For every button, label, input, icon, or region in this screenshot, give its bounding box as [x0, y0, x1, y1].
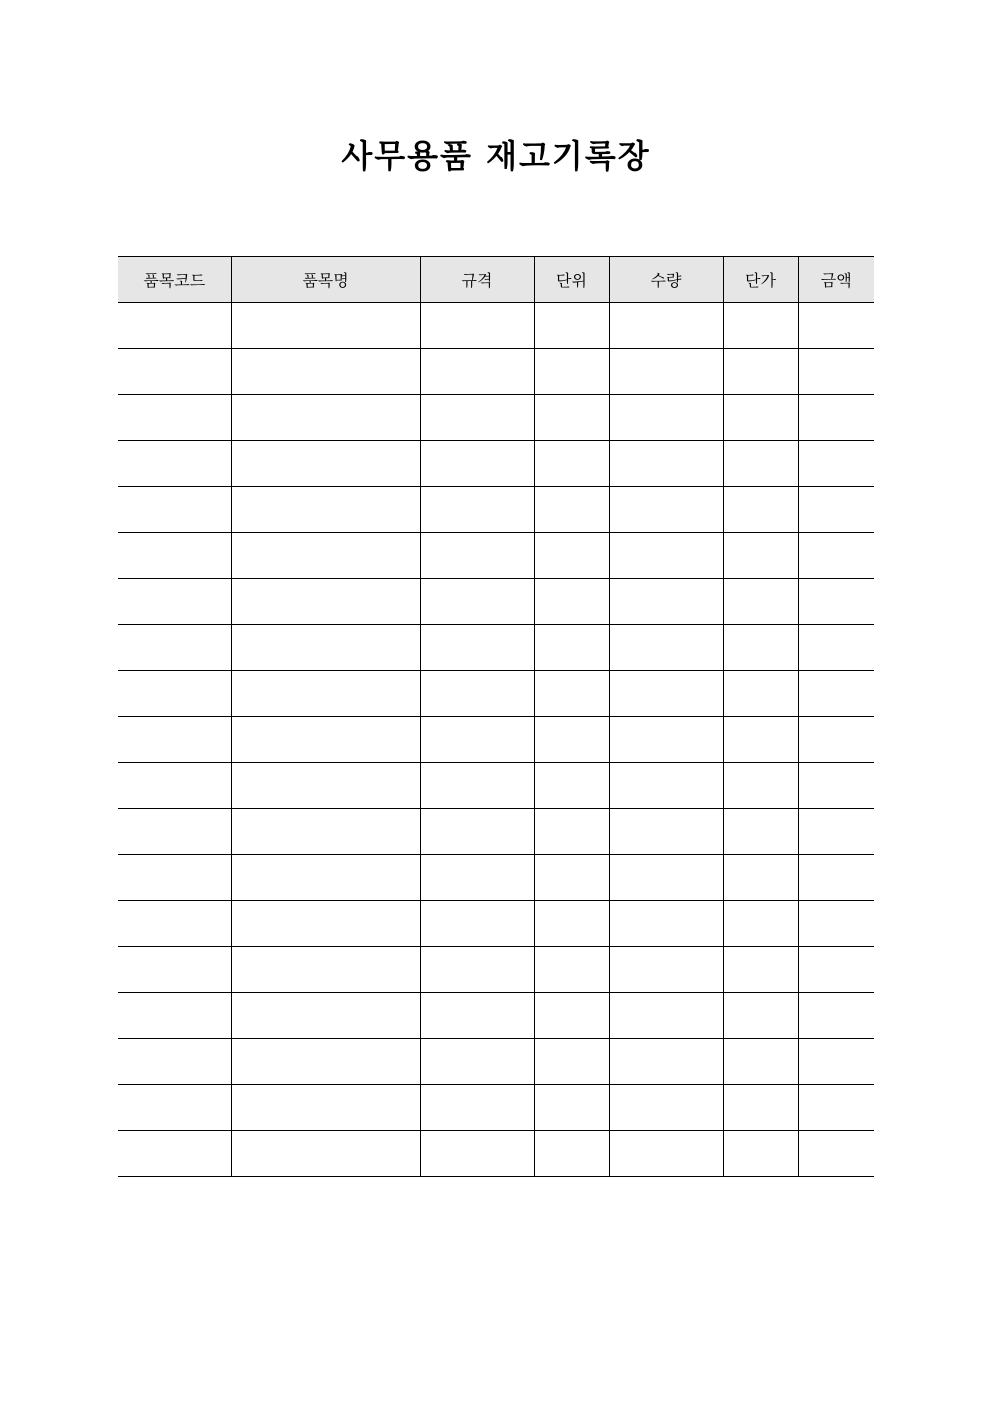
cell-unit[interactable]: [534, 1131, 609, 1177]
cell-quantity[interactable]: [609, 579, 723, 625]
cell-quantity[interactable]: [609, 993, 723, 1039]
cell-unit[interactable]: [534, 625, 609, 671]
cell-unit[interactable]: [534, 533, 609, 579]
cell-spec[interactable]: [420, 993, 534, 1039]
cell-amount[interactable]: [798, 395, 874, 441]
cell-quantity[interactable]: [609, 487, 723, 533]
cell-item-code[interactable]: [118, 855, 231, 901]
cell-spec[interactable]: [420, 625, 534, 671]
cell-item-name[interactable]: [231, 763, 420, 809]
cell-spec[interactable]: [420, 1039, 534, 1085]
cell-item-name[interactable]: [231, 901, 420, 947]
cell-spec[interactable]: [420, 855, 534, 901]
cell-spec[interactable]: [420, 1131, 534, 1177]
cell-amount[interactable]: [798, 1039, 874, 1085]
document-title: 사무용품 재고기록장: [341, 137, 651, 175]
header-item-code: 품목코드: [118, 257, 231, 303]
cell-amount[interactable]: [798, 901, 874, 947]
cell-item-code[interactable]: [118, 901, 231, 947]
cell-amount[interactable]: [798, 579, 874, 625]
cell-amount[interactable]: [798, 671, 874, 717]
cell-quantity[interactable]: [609, 1039, 723, 1085]
cell-item-code[interactable]: [118, 1039, 231, 1085]
cell-item-name[interactable]: [231, 993, 420, 1039]
cell-item-code[interactable]: [118, 671, 231, 717]
cell-unit[interactable]: [534, 717, 609, 763]
table-row: [118, 1039, 874, 1085]
cell-amount[interactable]: [798, 349, 874, 395]
cell-item-name[interactable]: [231, 717, 420, 763]
cell-quantity[interactable]: [609, 901, 723, 947]
cell-amount[interactable]: [798, 441, 874, 487]
cell-spec[interactable]: [420, 901, 534, 947]
cell-item-code[interactable]: [118, 717, 231, 763]
cell-unit-price[interactable]: [723, 717, 798, 763]
table-row: [118, 1085, 874, 1131]
header-amount: 금액: [798, 257, 874, 303]
cell-unit[interactable]: [534, 809, 609, 855]
cell-quantity[interactable]: [609, 947, 723, 993]
cell-unit-price[interactable]: [723, 901, 798, 947]
table-row: [118, 349, 874, 395]
cell-unit[interactable]: [534, 579, 609, 625]
cell-item-code[interactable]: [118, 809, 231, 855]
cell-unit-price[interactable]: [723, 579, 798, 625]
table-row: [118, 533, 874, 579]
cell-item-name[interactable]: [231, 671, 420, 717]
cell-unit-price[interactable]: [723, 1131, 798, 1177]
cell-unit[interactable]: [534, 993, 609, 1039]
cell-spec[interactable]: [420, 533, 534, 579]
cell-spec[interactable]: [420, 809, 534, 855]
cell-quantity[interactable]: [609, 303, 723, 349]
cell-unit-price[interactable]: [723, 349, 798, 395]
table-row: [118, 855, 874, 901]
cell-item-code[interactable]: [118, 395, 231, 441]
cell-item-name[interactable]: [231, 349, 420, 395]
cell-item-code[interactable]: [118, 441, 231, 487]
table-row: [118, 441, 874, 487]
cell-item-code[interactable]: [118, 303, 231, 349]
cell-quantity[interactable]: [609, 763, 723, 809]
cell-amount[interactable]: [798, 1085, 874, 1131]
header-row: [118, 257, 874, 303]
cell-spec[interactable]: [420, 395, 534, 441]
cell-spec[interactable]: [420, 441, 534, 487]
cell-unit[interactable]: [534, 349, 609, 395]
cell-item-code[interactable]: [118, 1131, 231, 1177]
cell-item-name[interactable]: [231, 487, 420, 533]
table-row: [118, 1131, 874, 1177]
cell-unit-price[interactable]: [723, 625, 798, 671]
cell-unit[interactable]: [534, 901, 609, 947]
header-unit-price: 단가: [723, 257, 798, 303]
cell-amount[interactable]: [798, 993, 874, 1039]
cell-item-name[interactable]: [231, 1039, 420, 1085]
cell-item-name[interactable]: [231, 533, 420, 579]
cell-spec[interactable]: [420, 303, 534, 349]
cell-unit[interactable]: [534, 1039, 609, 1085]
header-item-name: 품목명: [231, 257, 420, 303]
cell-amount[interactable]: [798, 533, 874, 579]
cell-quantity[interactable]: [609, 809, 723, 855]
table-row: [118, 579, 874, 625]
table-header: [118, 257, 874, 303]
cell-quantity[interactable]: [609, 625, 723, 671]
table-row: [118, 809, 874, 855]
cell-amount[interactable]: [798, 717, 874, 763]
cell-spec[interactable]: [420, 717, 534, 763]
cell-item-name[interactable]: [231, 947, 420, 993]
cell-unit-price[interactable]: [723, 855, 798, 901]
cell-item-code[interactable]: [118, 487, 231, 533]
table-row: [118, 901, 874, 947]
cell-quantity[interactable]: [609, 349, 723, 395]
cell-spec[interactable]: [420, 579, 534, 625]
cell-unit-price[interactable]: [723, 671, 798, 717]
cell-item-name[interactable]: [231, 625, 420, 671]
table-row: [118, 671, 874, 717]
cell-amount[interactable]: [798, 947, 874, 993]
cell-spec[interactable]: [420, 763, 534, 809]
cell-quantity[interactable]: [609, 395, 723, 441]
cell-item-code[interactable]: [118, 579, 231, 625]
cell-unit[interactable]: [534, 303, 609, 349]
header-unit: 단위: [534, 257, 609, 303]
cell-unit-price[interactable]: [723, 763, 798, 809]
cell-unit[interactable]: [534, 1085, 609, 1131]
cell-unit[interactable]: [534, 855, 609, 901]
cell-amount[interactable]: [798, 625, 874, 671]
cell-unit-price[interactable]: [723, 441, 798, 487]
cell-amount[interactable]: [798, 855, 874, 901]
table-row: [118, 947, 874, 993]
table-row: [118, 993, 874, 1039]
cell-unit-price[interactable]: [723, 1039, 798, 1085]
table-row: [118, 717, 874, 763]
cell-item-name[interactable]: [231, 855, 420, 901]
table-row: [118, 625, 874, 671]
cell-item-name[interactable]: [231, 1131, 420, 1177]
cell-item-code[interactable]: [118, 533, 231, 579]
cell-spec[interactable]: [420, 349, 534, 395]
cell-unit[interactable]: [534, 441, 609, 487]
cell-unit-price[interactable]: [723, 993, 798, 1039]
cell-item-code[interactable]: [118, 993, 231, 1039]
cell-unit-price[interactable]: [723, 533, 798, 579]
cell-quantity[interactable]: [609, 671, 723, 717]
cell-amount[interactable]: [798, 487, 874, 533]
cell-unit-price[interactable]: [723, 487, 798, 533]
cell-unit-price[interactable]: [723, 395, 798, 441]
table-row: [118, 763, 874, 809]
cell-unit[interactable]: [534, 947, 609, 993]
cell-quantity[interactable]: [609, 855, 723, 901]
cell-unit[interactable]: [534, 487, 609, 533]
cell-item-code[interactable]: [118, 349, 231, 395]
cell-unit-price[interactable]: [723, 303, 798, 349]
cell-item-code[interactable]: [118, 625, 231, 671]
cell-spec[interactable]: [420, 947, 534, 993]
cell-item-name[interactable]: [231, 395, 420, 441]
header-quantity: 수량: [609, 257, 723, 303]
cell-item-name[interactable]: [231, 303, 420, 349]
cell-item-name[interactable]: [231, 579, 420, 625]
cell-item-code[interactable]: [118, 1085, 231, 1131]
cell-quantity[interactable]: [609, 717, 723, 763]
cell-quantity[interactable]: [609, 1085, 723, 1131]
cell-unit-price[interactable]: [723, 809, 798, 855]
inventory-table: [118, 256, 874, 1177]
cell-quantity[interactable]: [609, 441, 723, 487]
header-spec: 규격: [420, 257, 534, 303]
cell-amount[interactable]: [798, 809, 874, 855]
cell-amount[interactable]: [798, 763, 874, 809]
table-row: [118, 395, 874, 441]
cell-item-name[interactable]: [231, 1085, 420, 1131]
cell-amount[interactable]: [798, 1131, 874, 1177]
cell-amount[interactable]: [798, 303, 874, 349]
table-row: [118, 303, 874, 349]
cell-spec[interactable]: [420, 487, 534, 533]
cell-quantity[interactable]: [609, 533, 723, 579]
cell-unit[interactable]: [534, 671, 609, 717]
cell-item-code[interactable]: [118, 763, 231, 809]
cell-unit-price[interactable]: [723, 947, 798, 993]
cell-unit-price[interactable]: [723, 1085, 798, 1131]
cell-unit[interactable]: [534, 763, 609, 809]
cell-item-name[interactable]: [231, 809, 420, 855]
cell-spec[interactable]: [420, 1085, 534, 1131]
cell-item-code[interactable]: [118, 947, 231, 993]
cell-unit[interactable]: [534, 395, 609, 441]
cell-item-name[interactable]: [231, 441, 420, 487]
table-row: [118, 487, 874, 533]
cell-quantity[interactable]: [609, 1131, 723, 1177]
cell-spec[interactable]: [420, 671, 534, 717]
table-body: [118, 303, 874, 1177]
